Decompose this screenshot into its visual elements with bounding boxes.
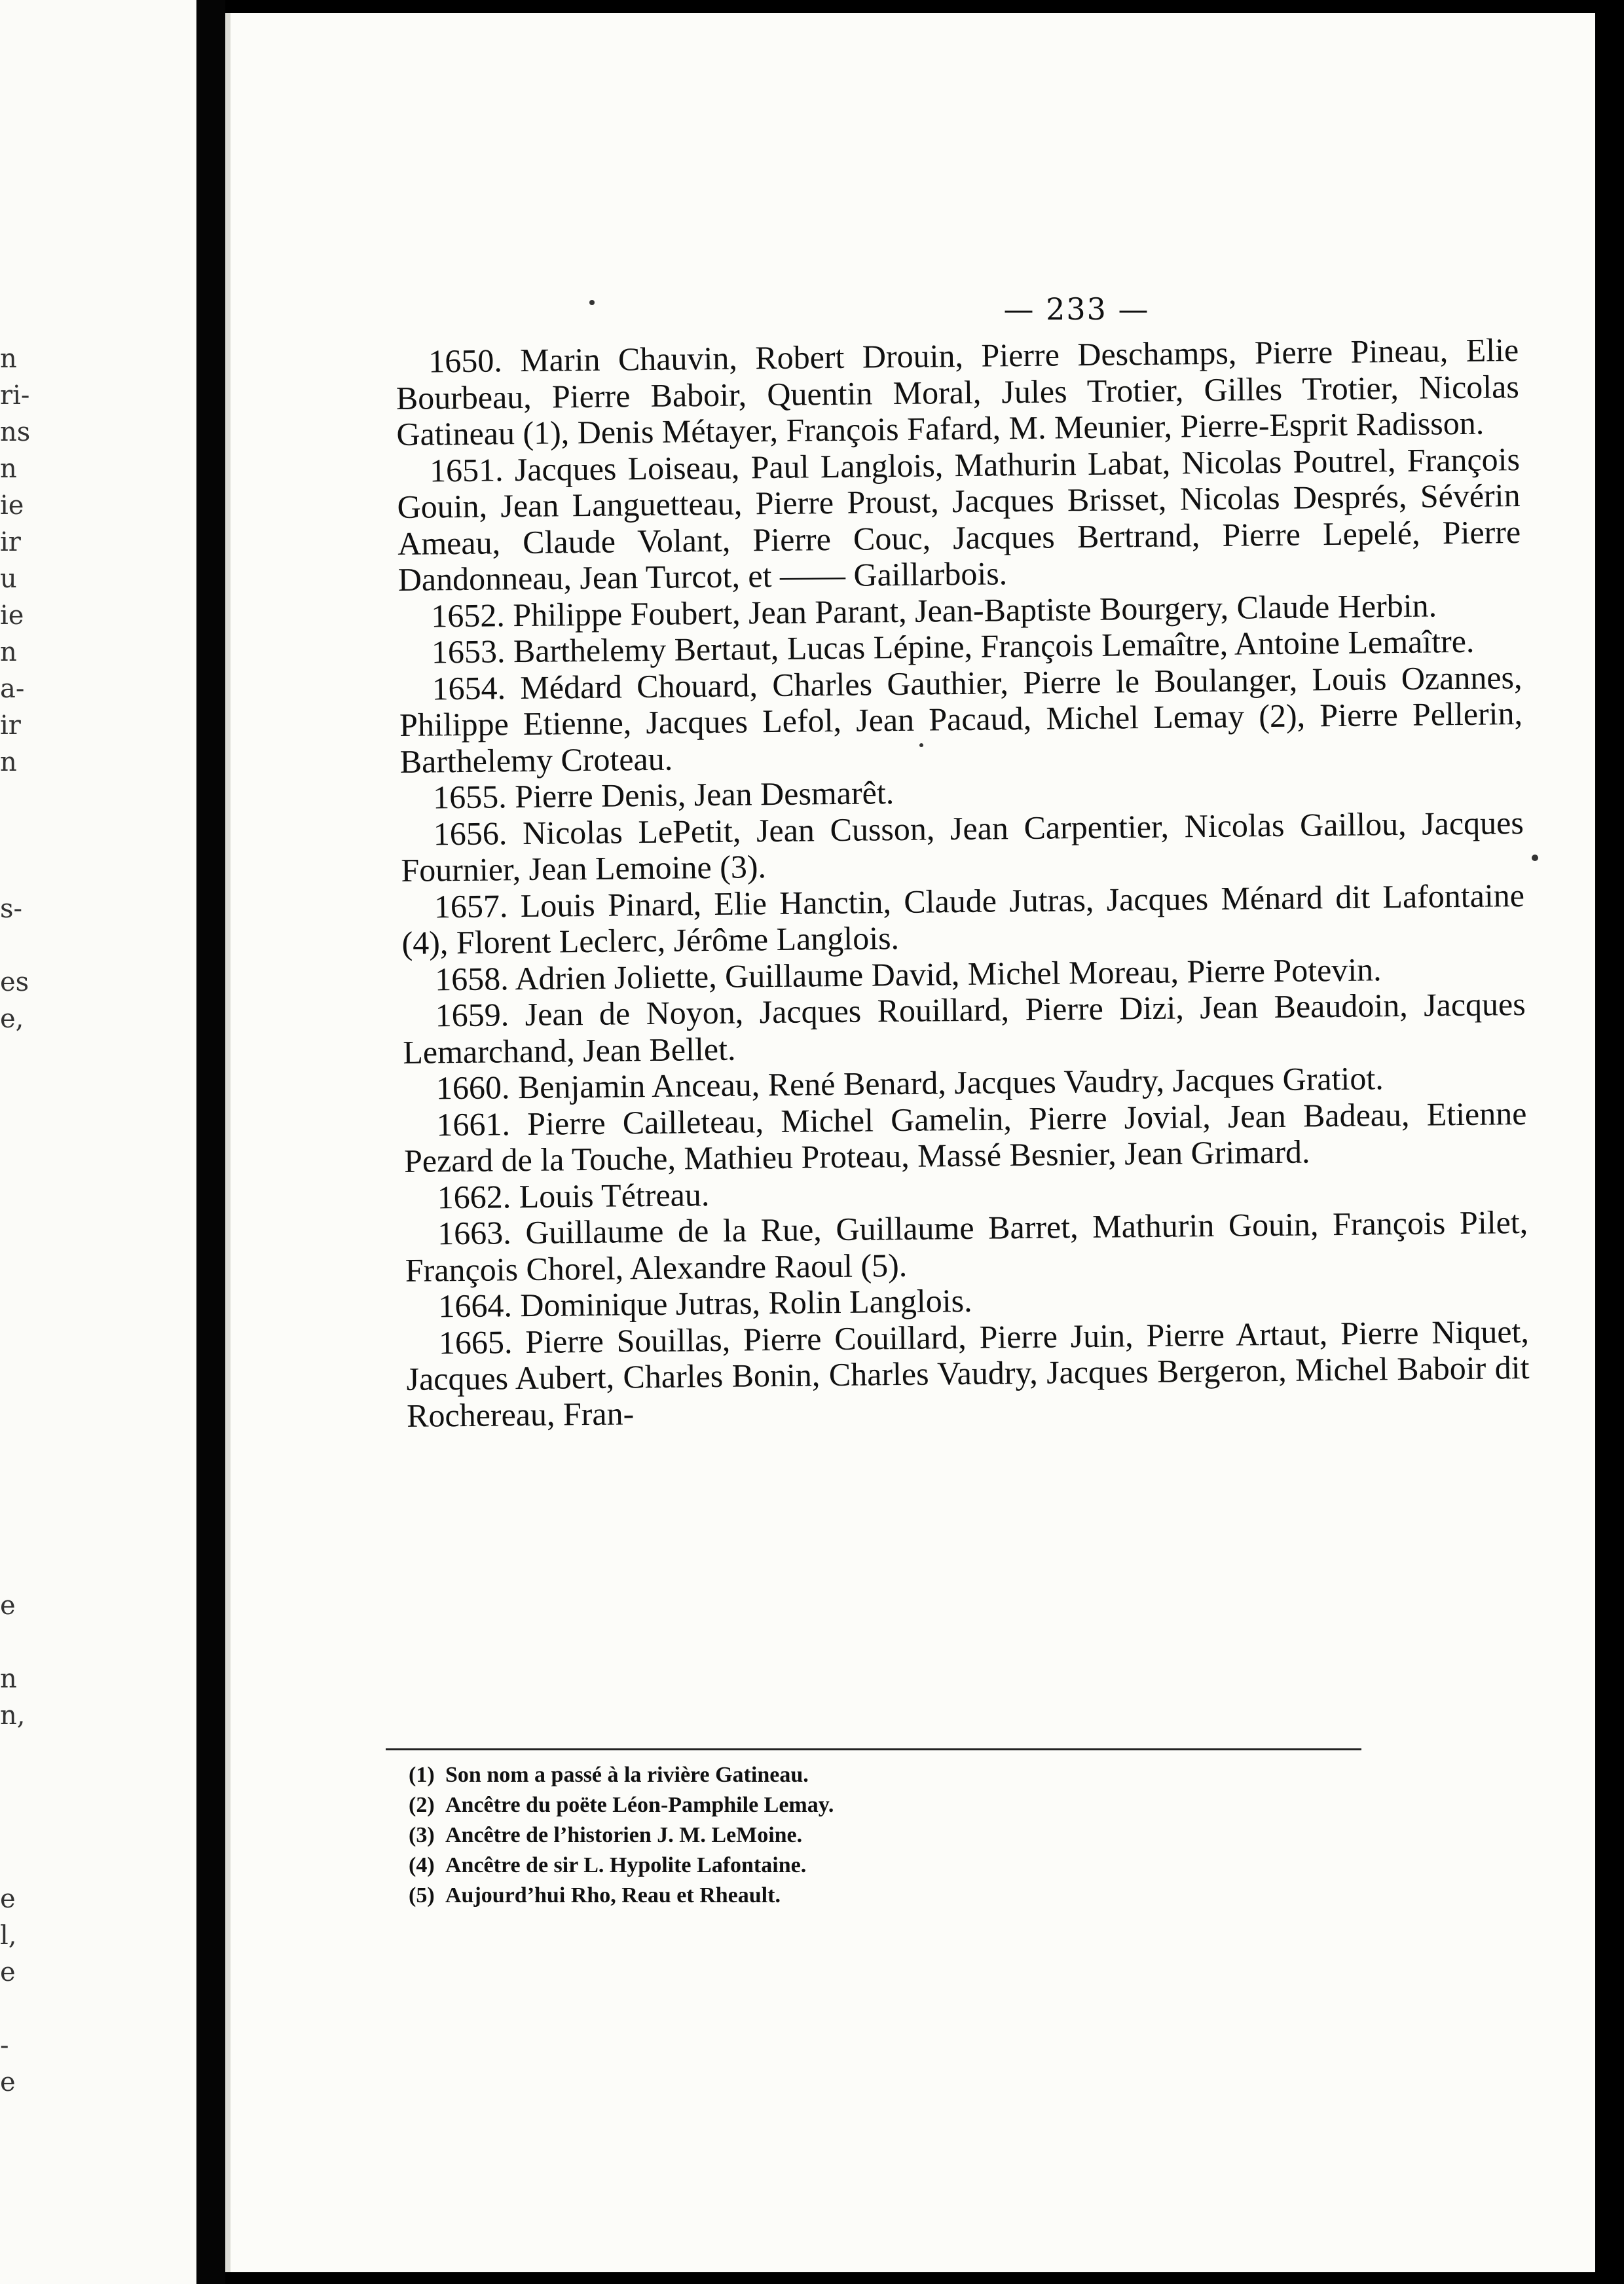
year-entry-1654: 1654. Médard Chouard, Charles Gauthier, Pierre le Boulanger, Louis Ozannes, Philippe Etienne, Jacques Lefol, Jean Pacaud, Michel Lemay (2), Pierre Pellerin, Barthelemy Croteau. [399, 658, 1523, 780]
facing-page-fragment: ir [0, 710, 21, 741]
facing-page-fragment: e [0, 1591, 16, 1621]
scan-speck [919, 743, 923, 747]
book-gutter [196, 0, 225, 2284]
footnote [409, 1760, 1325, 1790]
facing-page-fragment [0, 1404, 26, 1441]
facing-page-fragment [0, 781, 26, 817]
facing-page-fragment: ie [0, 600, 24, 631]
footnote-text: Aujourd’hui Rho, Reau et Rheault. [445, 1883, 781, 1907]
footnote [409, 1790, 1325, 1820]
footnote-marker: (5) [409, 1883, 435, 1907]
facing-page-fragment: a- [0, 674, 25, 704]
year-entry-1663: 1663. Guillaume de la Rue, Guillaume Barret, Mathurin Gouin, François Pilet, François Chorel, Alexandre Raoul (5). [405, 1203, 1528, 1289]
facing-page-fragment: n, [0, 1701, 26, 1731]
facing-page-fragment [0, 1331, 26, 1367]
facing-page-fragment: e [0, 2067, 16, 2097]
facing-page-fragment [0, 1294, 26, 1331]
facing-page-edge [0, 0, 196, 2284]
facing-page-fragment [0, 1844, 26, 1881]
facing-page-fragment [0, 927, 26, 964]
facing-page-fragment [0, 1734, 26, 1771]
facing-page-fragment: e [0, 1957, 16, 1987]
year-entry-1659: 1659. Jean de Noyon, Jacques Rouillard, Pierre Dizi, Jean Beaudoin, Jacques Lemarchand, Jean Bellet. [403, 985, 1526, 1071]
year-entry-1662: 1662. Louis Tétreau. [437, 1175, 710, 1215]
year-entry-1664: 1664. Dominique Jutras, Rolin Langlois. [438, 1281, 972, 1325]
facing-page-fragment: s- [0, 894, 23, 924]
facing-page-fragment [0, 1551, 26, 1587]
facing-page-fragment [0, 1624, 26, 1661]
facing-page-fragment [0, 1771, 26, 1807]
facing-page-fragment: ie [0, 490, 24, 521]
facing-page-fragment [0, 1184, 26, 1221]
footnote-text: Ancêtre de sir L. Hypolite Lafontaine. [445, 1853, 807, 1877]
facing-page-fragment [0, 1257, 26, 1294]
facing-page-fragment: ri- [0, 380, 30, 411]
facing-page-fragment: u [0, 564, 17, 594]
footnote-marker: (4) [409, 1853, 435, 1877]
year-entry-1665: 1665. Pierre Souillas, Pierre Couillard, Pierre Juin, Pierre Artaut, Pierre Niquet, Jacques Aubert, Charles Bonin, Charles Vaudry, Jacques Bergeron, Michel Baboir dit Rochereau, Fran- [406, 1312, 1530, 1434]
facing-page-fragment [0, 817, 26, 854]
facing-page-fragment [0, 1221, 26, 1257]
book-page [225, 13, 1595, 2272]
facing-page-fragment [0, 1074, 26, 1111]
facing-page-fragment [0, 854, 26, 891]
facing-page-fragment: e, [0, 1004, 24, 1034]
facing-page-fragment: n [0, 637, 17, 667]
year-entry-1661: 1661. Pierre Cailleteau, Michel Gamelin, Pierre Jovial, Jean Badeau, Etienne Pezard de la Touche, Mathieu Proteau, Massé Besnier, Jean Grimard. [403, 1094, 1527, 1179]
facing-page-fragment: n [0, 344, 17, 374]
settler-list [396, 332, 1530, 1434]
facing-page-fragment: ns [0, 417, 31, 447]
facing-page-fragment [0, 1477, 26, 1514]
footnote-marker: (3) [409, 1823, 435, 1847]
facing-page-fragment [0, 1441, 26, 1477]
facing-page-fragment [0, 1514, 26, 1551]
facing-page-fragment: n [0, 1664, 17, 1694]
year-entry-1656: 1656. Nicolas LePetit, Jean Cusson, Jean Carpentier, Nicolas Gaillou, Jacques Fournier, Jean Lemoine (3). [401, 803, 1524, 889]
year-entry-1658: 1658. Adrien Joliette, Guillaume David, Michel Moreau, Pierre Potevin. [434, 950, 1382, 997]
facing-page-fragment: n [0, 454, 17, 484]
facing-page-fragment [0, 1367, 26, 1404]
facing-page-fragment [0, 1991, 26, 2027]
facing-page-fragment [0, 1807, 26, 1844]
scan-speck [1532, 855, 1538, 861]
facing-page-fragment [0, 1111, 26, 1147]
year-entry-1653: 1653. Barthelemy Bertaut, Lucas Lépine, François Lemaître, Antoine Lemaître. [431, 622, 1475, 671]
facing-page-fragment [0, 1147, 26, 1184]
scan-border [1595, 0, 1624, 2284]
facing-page-fragment: ir [0, 527, 21, 557]
footnote-marker: (1) [409, 1763, 435, 1787]
year-entry-1655: 1655. Pierre Denis, Jean Desmarêt. [432, 774, 895, 816]
footnote [409, 1851, 1325, 1881]
footnote-marker: (2) [409, 1793, 435, 1817]
year-entry-1650: 1650. Marin Chauvin, Robert Drouin, Pierre Deschamps, Pierre Pineau, Elie Bourbeau, Pierre Baboir, Quentin Moral, Jules Trotier, Gilles Trotier, Nicolas Gatineau (1), Denis Métayer, François Fafard, M. Meunier, Pierre-Esprit Radisson. [396, 331, 1520, 452]
footnote-text: Ancêtre du poëte Léon-Pamphile Lemay. [445, 1793, 834, 1817]
facing-page-fragment: n [0, 747, 17, 777]
footnote-text: Son nom a passé à la rivière Gatineau. [445, 1763, 809, 1787]
scan-speck [589, 300, 595, 305]
footnote [409, 1820, 1325, 1851]
facing-page-fragment: - [0, 2031, 9, 2061]
year-entry-1651: 1651. Jacques Loiseau, Paul Langlois, Mathurin Labat, Nicolas Poutrel, François Gouin, Jean Languetteau, Pierre Proust, Jacques Brisset, Nicolas Després, Sévérin Ameau, Claude Volant, Pierre Couc, Jacques Bertrand, Pierre Lepelé, Pierre Dandonneau, Jean Turcot, et —— Gaillarbois. [397, 440, 1521, 598]
page-number: — 233 — [1003, 291, 1150, 327]
year-entry-1657: 1657. Louis Pinard, Elie Hanctin, Claude Jutras, Jacques Ménard dit Lafontaine (4), Florent Leclerc, Jérôme Langlois. [401, 876, 1525, 961]
year-entry-1660: 1660. Benjamin Anceau, René Benard, Jacques Vaudry, Jacques Gratiot. [435, 1059, 1384, 1107]
facing-page-text-fragments [0, 341, 31, 2101]
facing-page-fragment [0, 1037, 26, 1074]
year-entry-1652: 1652. Philippe Foubert, Jean Parant, Jean-Baptiste Bourgery, Claude Herbin. [431, 586, 1437, 634]
facing-page-fragment: l, [0, 1921, 17, 1951]
footnote [409, 1881, 1325, 1911]
footnote-rule [386, 1748, 1361, 1750]
facing-page-fragment: e [0, 1884, 16, 1914]
facing-page-fragment: es [0, 967, 29, 997]
footnote-text: Ancêtre de l’historien J. M. LeMoine. [445, 1823, 803, 1847]
footnotes [409, 1760, 1325, 1911]
